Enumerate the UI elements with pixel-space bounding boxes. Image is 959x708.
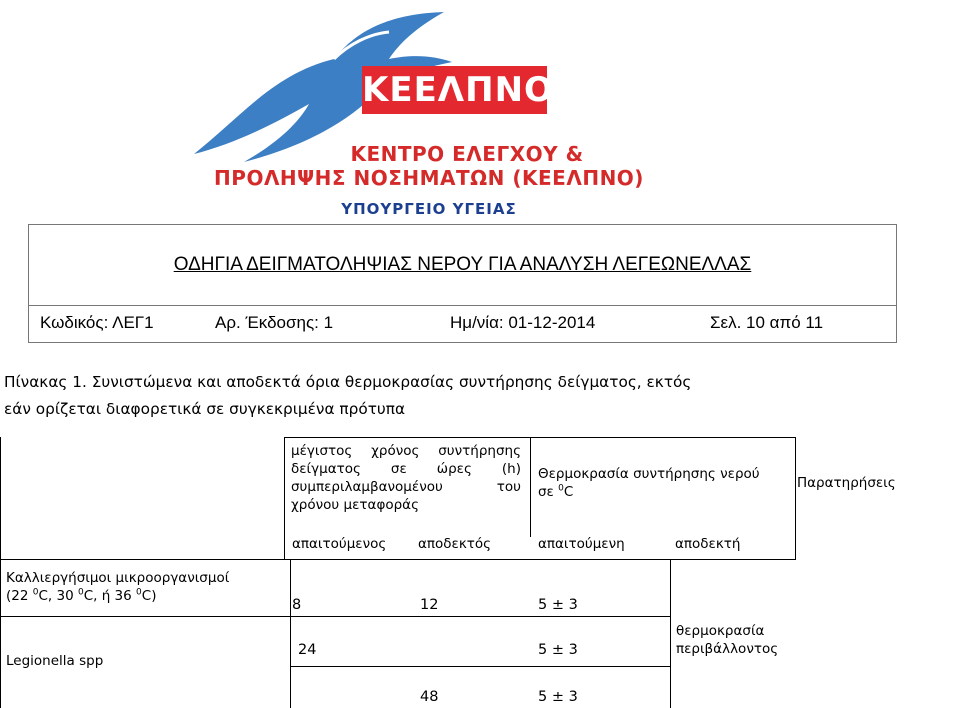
- celsius-unit: C: [563, 484, 574, 500]
- row2-temp-accepted-line-2: περιβάλλοντος: [676, 641, 779, 657]
- document-code: Κωδικός: ΛΕΓ1: [40, 313, 154, 332]
- logo-line-3: ΥΠΟΥΡΓΕΙΟ ΥΓΕΙΑΣ: [341, 200, 517, 218]
- row2-temp-required: 5 ± 3: [538, 642, 578, 658]
- celsius-close: C): [141, 588, 157, 604]
- logo-line-2: ΠΡΟΛΗΨΗΣ ΝΟΣΗΜΑΤΩΝ (ΚΕΕΛΠΝΟ): [214, 166, 644, 190]
- subheader-time-accepted: αποδεκτός: [418, 536, 492, 552]
- col-divider-notes: [795, 437, 796, 559]
- row1-time-accepted: 12: [420, 597, 439, 613]
- col-divider-time: [530, 437, 531, 537]
- temp-30: C, 30: [38, 588, 78, 604]
- row2-time-required: 24: [298, 642, 317, 658]
- header-storage-temp-prefix: σε: [538, 484, 554, 500]
- table-left-border: [0, 437, 1, 708]
- header-storage-temp-line-1: Θερμοκρασία συντήρησης νερού: [538, 466, 760, 482]
- temp-22: (22: [6, 588, 33, 604]
- header-storage-temp-line-2: [538, 483, 788, 501]
- header-notes: Παρατηρήσεις: [797, 475, 896, 491]
- row-divider-1a: [0, 559, 290, 560]
- row-divider-1b: [290, 559, 796, 560]
- row2-temp-accepted-line-1: θερμοκρασία: [676, 623, 765, 639]
- row1-time-required: 8: [292, 597, 302, 613]
- row-divider-2b: [290, 616, 670, 617]
- subheader-temp-required: απαιτούμενη: [538, 536, 625, 552]
- header-max-time-line-3: συμπεριλαμβανομένου του: [291, 479, 521, 495]
- degree-superscript: 0: [32, 587, 39, 598]
- col-divider-organism-top: [284, 437, 285, 559]
- caption-line-1: Πίνακας 1. Συνιστώμενα και αποδεκτά όρια θερμοκρασίας συντήρησης δείγματος, εκτός: [4, 373, 692, 391]
- row-divider-2: [0, 616, 290, 617]
- document-date: Ημ/νία: 01-12-2014: [450, 313, 596, 332]
- col-divider-temp: [670, 559, 671, 708]
- header-storage-temp: [538, 465, 788, 501]
- subheader-time-required: απαιτούμενος: [292, 536, 387, 552]
- row-organism-legionella: Legionella spp: [6, 653, 104, 669]
- header-max-time: [291, 442, 521, 514]
- edition-number: Αρ. Έκδοσης: 1: [215, 313, 334, 332]
- row3-temp-required: 5 ± 3: [538, 689, 578, 705]
- header-max-time-line-2: δείγματος σε ώρες (h): [291, 461, 521, 477]
- keelpno-logo: [184, 4, 674, 222]
- degree-superscript: 0: [558, 483, 564, 494]
- organism-culturable-line-2: [6, 587, 286, 605]
- row-organism-culturable: [6, 569, 286, 605]
- table-top-border: [284, 437, 796, 438]
- table-caption: [4, 369, 944, 423]
- row3-time-accepted: 48: [420, 689, 439, 705]
- row2-temp-accepted: [676, 622, 778, 658]
- organism-culturable-line-1: Καλλιεργήσιμοι μικροοργανισμοί: [6, 570, 230, 586]
- temp-36: C, ή 36: [83, 588, 137, 604]
- header-max-time-line-4: χρόνου μεταφοράς: [291, 497, 419, 513]
- caption-line-2: εάν ορίζεται διαφορετικά σε συγκεκριμένα πρότυπα: [4, 400, 406, 418]
- page-number: Σελ. 10 από 11: [710, 313, 824, 332]
- row-divider-3: [290, 666, 670, 667]
- col-divider-organism: [290, 559, 291, 708]
- logo-line-1: ΚΕΝΤΡΟ ΕΛΕΓΧΟΥ &: [350, 142, 584, 166]
- row1-temp-required: 5 ± 3: [538, 597, 578, 613]
- header-max-time-line-1: μέγιστος χρόνος συντήρησης: [291, 443, 521, 459]
- degree-superscript: 0: [77, 587, 84, 598]
- logo-name: ΚΕΕΛΠΝΟ: [362, 66, 547, 114]
- subheader-temp-accepted: αποδεκτή: [675, 536, 741, 552]
- header-divider: [28, 305, 897, 306]
- document-title: ΟΔΗΓΙΑ ΔΕΙΓΜΑΤΟΛΗΨΙΑΣ ΝΕΡΟΥ ΓΙΑ ΑΝΑΛΥΣΗ ΛΕΓΕΩΝΕΛΛΑΣ: [173, 254, 752, 275]
- degree-superscript: 0: [136, 587, 142, 598]
